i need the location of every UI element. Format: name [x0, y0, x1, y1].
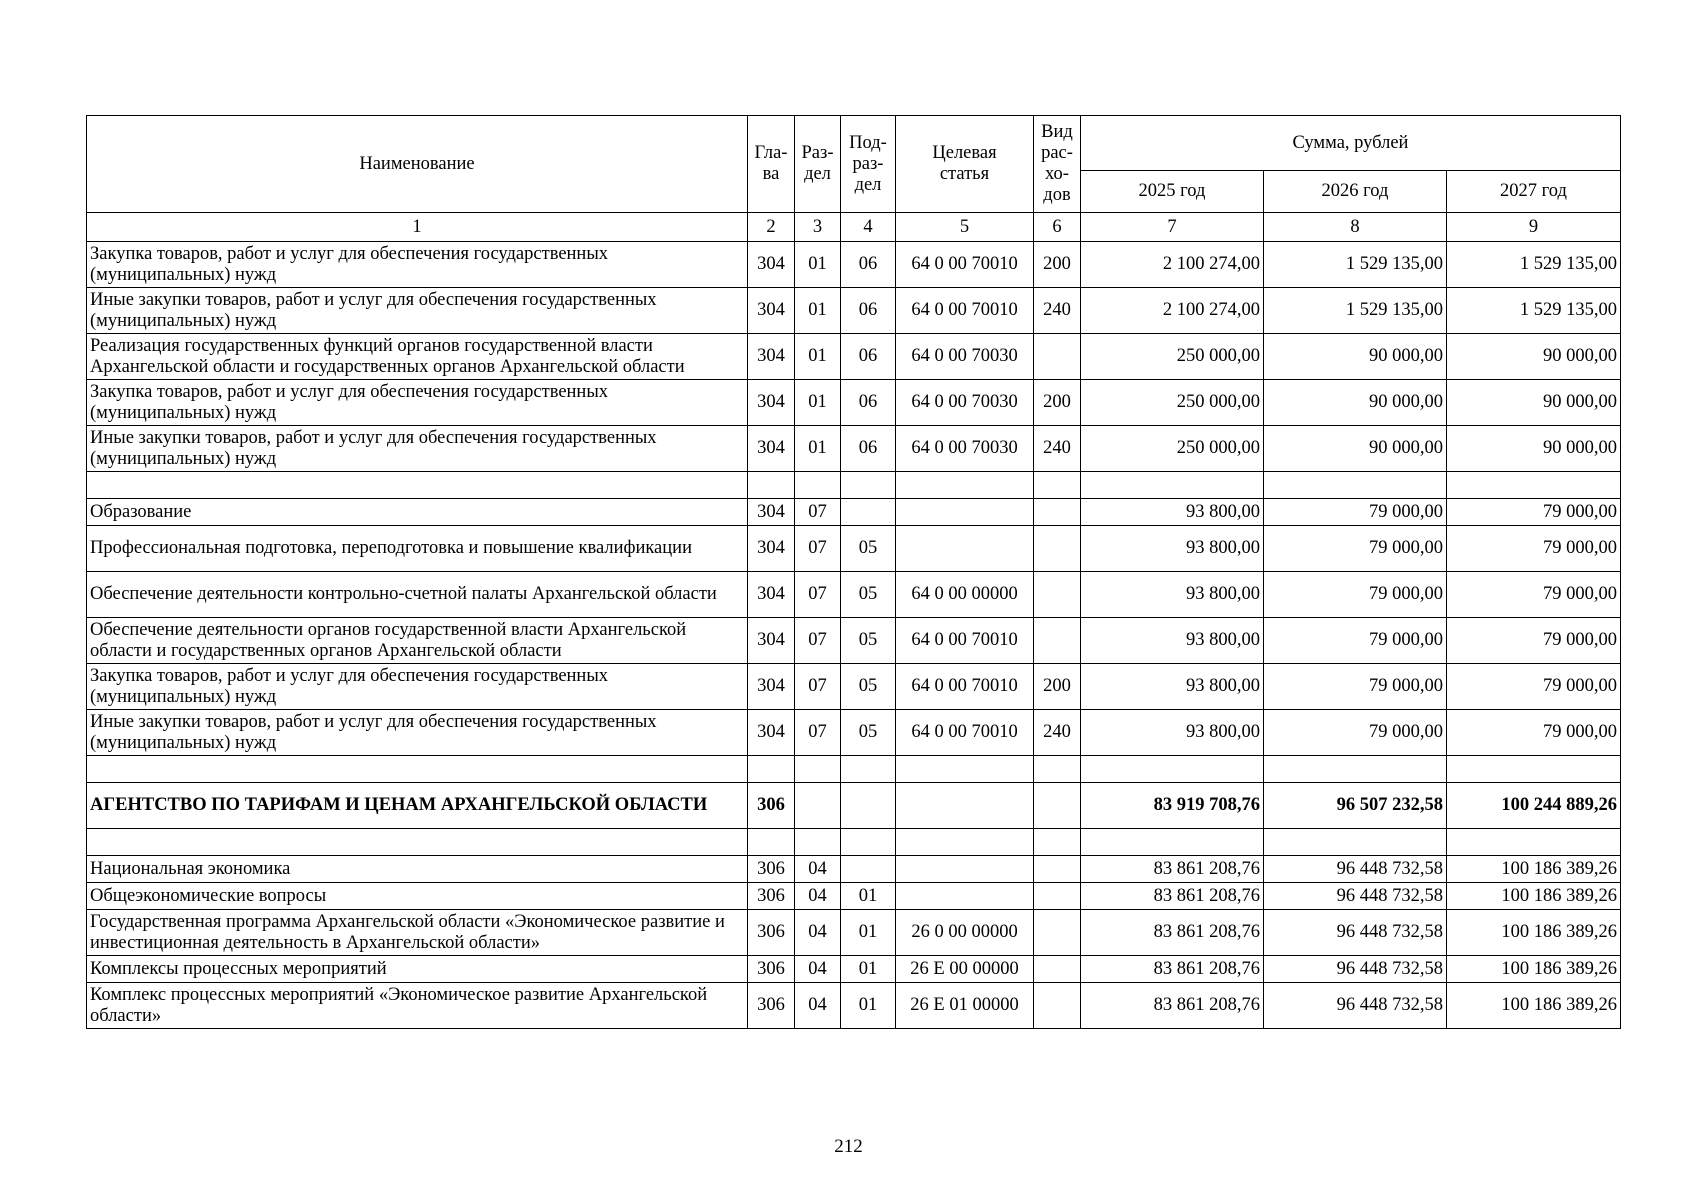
row-target-article — [896, 829, 1034, 856]
table-row — [87, 783, 1621, 829]
row-chapter: 304 — [748, 380, 795, 426]
row-sum-2025: 2 100 274,00 — [1081, 288, 1264, 334]
row-subsection: 05 — [841, 572, 896, 618]
row-sum-2025: 93 800,00 — [1081, 526, 1264, 572]
row-sum-2026 — [1264, 472, 1447, 499]
row-sum-2027: 90 000,00 — [1447, 426, 1621, 472]
row-sum-2027: 79 000,00 — [1447, 618, 1621, 664]
row-chapter: 304 — [748, 710, 795, 756]
row-target-article — [896, 526, 1034, 572]
row-chapter: 304 — [748, 572, 795, 618]
row-section: 07 — [795, 572, 841, 618]
row-chapter: 306 — [748, 783, 795, 829]
row-sum-2027: 1 529 135,00 — [1447, 242, 1621, 288]
row-chapter: 306 — [748, 856, 795, 883]
row-sum-2025: 250 000,00 — [1081, 334, 1264, 380]
row-chapter: 304 — [748, 426, 795, 472]
row-expense-type: 240 — [1034, 426, 1081, 472]
row-target-article: 64 0 00 70010 — [896, 664, 1034, 710]
table-row — [87, 710, 1621, 756]
row-sum-2025: 83 861 208,76 — [1081, 956, 1264, 983]
row-sum-2026: 96 448 732,58 — [1264, 956, 1447, 983]
row-sum-2027: 100 244 889,26 — [1447, 783, 1621, 829]
row-name: АГЕНТСТВО ПО ТАРИФАМ И ЦЕНАМ АРХАНГЕЛЬСКОЙ ОБЛАСТИ — [87, 783, 748, 829]
row-sum-2027: 100 186 389,26 — [1447, 910, 1621, 956]
row-subsection — [841, 829, 896, 856]
row-section — [795, 472, 841, 499]
row-name: Закупка товаров, работ и услуг для обеспечения государственных (муниципальных) нужд — [87, 242, 748, 288]
row-subsection — [841, 472, 896, 499]
row-expense-type — [1034, 910, 1081, 956]
row-expense-type: 200 — [1034, 664, 1081, 710]
row-target-article — [896, 783, 1034, 829]
col-number: 4 — [841, 213, 896, 242]
row-sum-2027: 100 186 389,26 — [1447, 983, 1621, 1029]
row-name: Национальная экономика — [87, 856, 748, 883]
row-expense-type — [1034, 472, 1081, 499]
row-target-article: 64 0 00 70010 — [896, 288, 1034, 334]
row-name — [87, 829, 748, 856]
row-expense-type: 200 — [1034, 380, 1081, 426]
column-number-row — [87, 213, 1621, 242]
table-row — [87, 334, 1621, 380]
header-name: Наименование — [87, 116, 748, 213]
row-sum-2026: 96 448 732,58 — [1264, 910, 1447, 956]
row-name — [87, 472, 748, 499]
row-sum-2025: 250 000,00 — [1081, 426, 1264, 472]
row-chapter: 304 — [748, 618, 795, 664]
row-subsection: 05 — [841, 618, 896, 664]
table-row — [87, 883, 1621, 910]
table-row — [87, 956, 1621, 983]
row-sum-2027: 79 000,00 — [1447, 664, 1621, 710]
col-number: 8 — [1264, 213, 1447, 242]
row-sum-2026: 79 000,00 — [1264, 499, 1447, 526]
row-section: 07 — [795, 664, 841, 710]
row-sum-2027: 79 000,00 — [1447, 572, 1621, 618]
row-subsection: 01 — [841, 910, 896, 956]
row-chapter: 306 — [748, 983, 795, 1029]
row-sum-2025: 83 861 208,76 — [1081, 910, 1264, 956]
row-name: Закупка товаров, работ и услуг для обеспечения государственных (муниципальных) нужд — [87, 380, 748, 426]
row-chapter: 304 — [748, 526, 795, 572]
blank-row — [87, 829, 1621, 856]
row-expense-type — [1034, 334, 1081, 380]
row-sum-2027 — [1447, 756, 1621, 783]
row-section — [795, 783, 841, 829]
row-sum-2026: 90 000,00 — [1264, 426, 1447, 472]
row-sum-2025 — [1081, 756, 1264, 783]
row-section: 01 — [795, 242, 841, 288]
table-row — [87, 288, 1621, 334]
row-sum-2025: 83 861 208,76 — [1081, 856, 1264, 883]
row-expense-type: 240 — [1034, 710, 1081, 756]
row-sum-2027: 79 000,00 — [1447, 499, 1621, 526]
header-year-2025: 2025 год — [1081, 171, 1264, 213]
row-target-article — [896, 472, 1034, 499]
table-row — [87, 572, 1621, 618]
row-section: 04 — [795, 983, 841, 1029]
row-name: Государственная программа Архангельской области «Экономическое развитие и инвестиционная деятельность в Архангельской области» — [87, 910, 748, 956]
col-number: 1 — [87, 213, 748, 242]
row-sum-2025: 250 000,00 — [1081, 380, 1264, 426]
row-expense-type: 200 — [1034, 242, 1081, 288]
row-sum-2025 — [1081, 472, 1264, 499]
row-name: Закупка товаров, работ и услуг для обеспечения государственных (муниципальных) нужд — [87, 664, 748, 710]
row-target-article: 64 0 00 70030 — [896, 334, 1034, 380]
row-name: Иные закупки товаров, работ и услуг для обеспечения государственных (муниципальных) нужд — [87, 710, 748, 756]
header-year-2026: 2026 год — [1264, 171, 1447, 213]
row-section: 04 — [795, 856, 841, 883]
row-expense-type — [1034, 856, 1081, 883]
table-row — [87, 983, 1621, 1029]
row-section: 07 — [795, 710, 841, 756]
table-row — [87, 242, 1621, 288]
table-row — [87, 856, 1621, 883]
row-chapter: 306 — [748, 910, 795, 956]
row-sum-2025: 83 861 208,76 — [1081, 883, 1264, 910]
row-section: 01 — [795, 334, 841, 380]
row-sum-2027: 100 186 389,26 — [1447, 956, 1621, 983]
row-name: Общеэкономические вопросы — [87, 883, 748, 910]
row-sum-2026: 90 000,00 — [1264, 334, 1447, 380]
row-section: 01 — [795, 288, 841, 334]
row-expense-type — [1034, 956, 1081, 983]
row-subsection: 06 — [841, 334, 896, 380]
row-chapter — [748, 829, 795, 856]
row-sum-2027: 1 529 135,00 — [1447, 288, 1621, 334]
table-row — [87, 499, 1621, 526]
row-chapter: 304 — [748, 664, 795, 710]
row-sum-2027 — [1447, 472, 1621, 499]
col-number: 5 — [896, 213, 1034, 242]
row-sum-2026: 1 529 135,00 — [1264, 288, 1447, 334]
row-subsection: 06 — [841, 288, 896, 334]
row-target-article: 64 0 00 70030 — [896, 380, 1034, 426]
row-subsection: 01 — [841, 883, 896, 910]
row-subsection — [841, 783, 896, 829]
row-chapter: 306 — [748, 883, 795, 910]
row-subsection — [841, 856, 896, 883]
row-sum-2026: 79 000,00 — [1264, 572, 1447, 618]
row-sum-2026: 96 448 732,58 — [1264, 883, 1447, 910]
row-sum-2026: 79 000,00 — [1264, 526, 1447, 572]
table-row — [87, 910, 1621, 956]
row-expense-type — [1034, 756, 1081, 783]
col-number: 2 — [748, 213, 795, 242]
header-expense-type: Вид рас- хо- дов — [1034, 116, 1081, 213]
row-section: 01 — [795, 426, 841, 472]
row-name: Обеспечение деятельности контрольно-счетной палаты Архангельской области — [87, 572, 748, 618]
row-expense-type — [1034, 526, 1081, 572]
row-sum-2026: 79 000,00 — [1264, 618, 1447, 664]
row-sum-2025: 2 100 274,00 — [1081, 242, 1264, 288]
table-row — [87, 426, 1621, 472]
row-name: Обеспечение деятельности органов государственной власти Архангельской области и государственных органов Архангельской области — [87, 618, 748, 664]
row-subsection: 05 — [841, 526, 896, 572]
row-expense-type — [1034, 618, 1081, 664]
row-sum-2026: 79 000,00 — [1264, 664, 1447, 710]
row-chapter: 304 — [748, 334, 795, 380]
row-name: Иные закупки товаров, работ и услуг для обеспечения государственных (муниципальных) нужд — [87, 426, 748, 472]
row-sum-2025 — [1081, 829, 1264, 856]
row-expense-type — [1034, 572, 1081, 618]
row-sum-2025: 93 800,00 — [1081, 499, 1264, 526]
row-target-article: 64 0 00 00000 — [896, 572, 1034, 618]
row-sum-2027: 90 000,00 — [1447, 380, 1621, 426]
row-sum-2026: 1 529 135,00 — [1264, 242, 1447, 288]
row-expense-type — [1034, 499, 1081, 526]
blank-row — [87, 472, 1621, 499]
row-subsection: 06 — [841, 426, 896, 472]
row-subsection: 06 — [841, 242, 896, 288]
table-row — [87, 526, 1621, 572]
col-number: 9 — [1447, 213, 1621, 242]
page-number: 212 — [834, 1136, 863, 1157]
row-target-article: 64 0 00 70030 — [896, 426, 1034, 472]
header-section: Раз- дел — [795, 116, 841, 213]
col-number: 7 — [1081, 213, 1264, 242]
row-sum-2027: 79 000,00 — [1447, 710, 1621, 756]
row-name: Комплексы процессных мероприятий — [87, 956, 748, 983]
row-name — [87, 756, 748, 783]
row-name: Профессиональная подготовка, переподготовка и повышение квалификации — [87, 526, 748, 572]
row-target-article — [896, 756, 1034, 783]
row-sum-2025: 93 800,00 — [1081, 710, 1264, 756]
row-target-article — [896, 499, 1034, 526]
row-chapter — [748, 472, 795, 499]
col-number: 3 — [795, 213, 841, 242]
row-expense-type — [1034, 829, 1081, 856]
row-sum-2026 — [1264, 829, 1447, 856]
row-sum-2027: 100 186 389,26 — [1447, 856, 1621, 883]
row-section — [795, 756, 841, 783]
header-sum: Сумма, рублей — [1081, 116, 1621, 171]
row-section: 01 — [795, 380, 841, 426]
row-subsection — [841, 499, 896, 526]
row-section — [795, 829, 841, 856]
row-sum-2027: 90 000,00 — [1447, 334, 1621, 380]
row-chapter: 304 — [748, 499, 795, 526]
row-sum-2025: 83 861 208,76 — [1081, 983, 1264, 1029]
row-expense-type — [1034, 983, 1081, 1029]
blank-row — [87, 756, 1621, 783]
row-target-article: 26 Е 01 00000 — [896, 983, 1034, 1029]
row-sum-2026 — [1264, 756, 1447, 783]
row-subsection: 06 — [841, 380, 896, 426]
row-sum-2026: 96 448 732,58 — [1264, 983, 1447, 1029]
header-chapter: Гла- ва — [748, 116, 795, 213]
row-sum-2027: 100 186 389,26 — [1447, 883, 1621, 910]
row-sum-2027 — [1447, 829, 1621, 856]
row-chapter: 306 — [748, 956, 795, 983]
row-name: Иные закупки товаров, работ и услуг для обеспечения государственных (муниципальных) нужд — [87, 288, 748, 334]
row-target-article: 64 0 00 70010 — [896, 710, 1034, 756]
col-number: 6 — [1034, 213, 1081, 242]
row-name: Комплекс процессных мероприятий «Экономическое развитие Архангельской области» — [87, 983, 748, 1029]
row-subsection: 01 — [841, 956, 896, 983]
row-expense-type — [1034, 883, 1081, 910]
row-sum-2027: 79 000,00 — [1447, 526, 1621, 572]
row-target-article: 64 0 00 70010 — [896, 618, 1034, 664]
row-expense-type: 240 — [1034, 288, 1081, 334]
row-sum-2026: 96 507 232,58 — [1264, 783, 1447, 829]
row-name: Реализация государственных функций органов государственной власти Архангельской области и государственных органов Архангельской области — [87, 334, 748, 380]
row-subsection: 05 — [841, 664, 896, 710]
row-subsection: 05 — [841, 710, 896, 756]
row-name: Образование — [87, 499, 748, 526]
row-target-article: 64 0 00 70010 — [896, 242, 1034, 288]
row-section: 04 — [795, 956, 841, 983]
row-sum-2025: 83 919 708,76 — [1081, 783, 1264, 829]
row-chapter: 304 — [748, 242, 795, 288]
row-chapter — [748, 756, 795, 783]
row-target-article — [896, 883, 1034, 910]
header-year-2027: 2027 год — [1447, 171, 1621, 213]
row-expense-type — [1034, 783, 1081, 829]
row-section: 04 — [795, 883, 841, 910]
table-row — [87, 664, 1621, 710]
row-target-article — [896, 856, 1034, 883]
row-sum-2026: 90 000,00 — [1264, 380, 1447, 426]
row-chapter: 304 — [748, 288, 795, 334]
table-row — [87, 618, 1621, 664]
header-subsection: Под- раз- дел — [841, 116, 896, 213]
row-subsection — [841, 756, 896, 783]
row-target-article: 26 Е 00 00000 — [896, 956, 1034, 983]
budget-table — [86, 115, 1621, 1029]
row-sum-2026: 96 448 732,58 — [1264, 856, 1447, 883]
header-target: Целевая статья — [896, 116, 1034, 213]
row-sum-2025: 93 800,00 — [1081, 572, 1264, 618]
row-section: 04 — [795, 910, 841, 956]
row-section: 07 — [795, 618, 841, 664]
row-sum-2025: 93 800,00 — [1081, 618, 1264, 664]
row-subsection: 01 — [841, 983, 896, 1029]
row-sum-2026: 79 000,00 — [1264, 710, 1447, 756]
row-section: 07 — [795, 526, 841, 572]
table-row — [87, 380, 1621, 426]
row-target-article: 26 0 00 00000 — [896, 910, 1034, 956]
row-section: 07 — [795, 499, 841, 526]
row-sum-2025: 93 800,00 — [1081, 664, 1264, 710]
